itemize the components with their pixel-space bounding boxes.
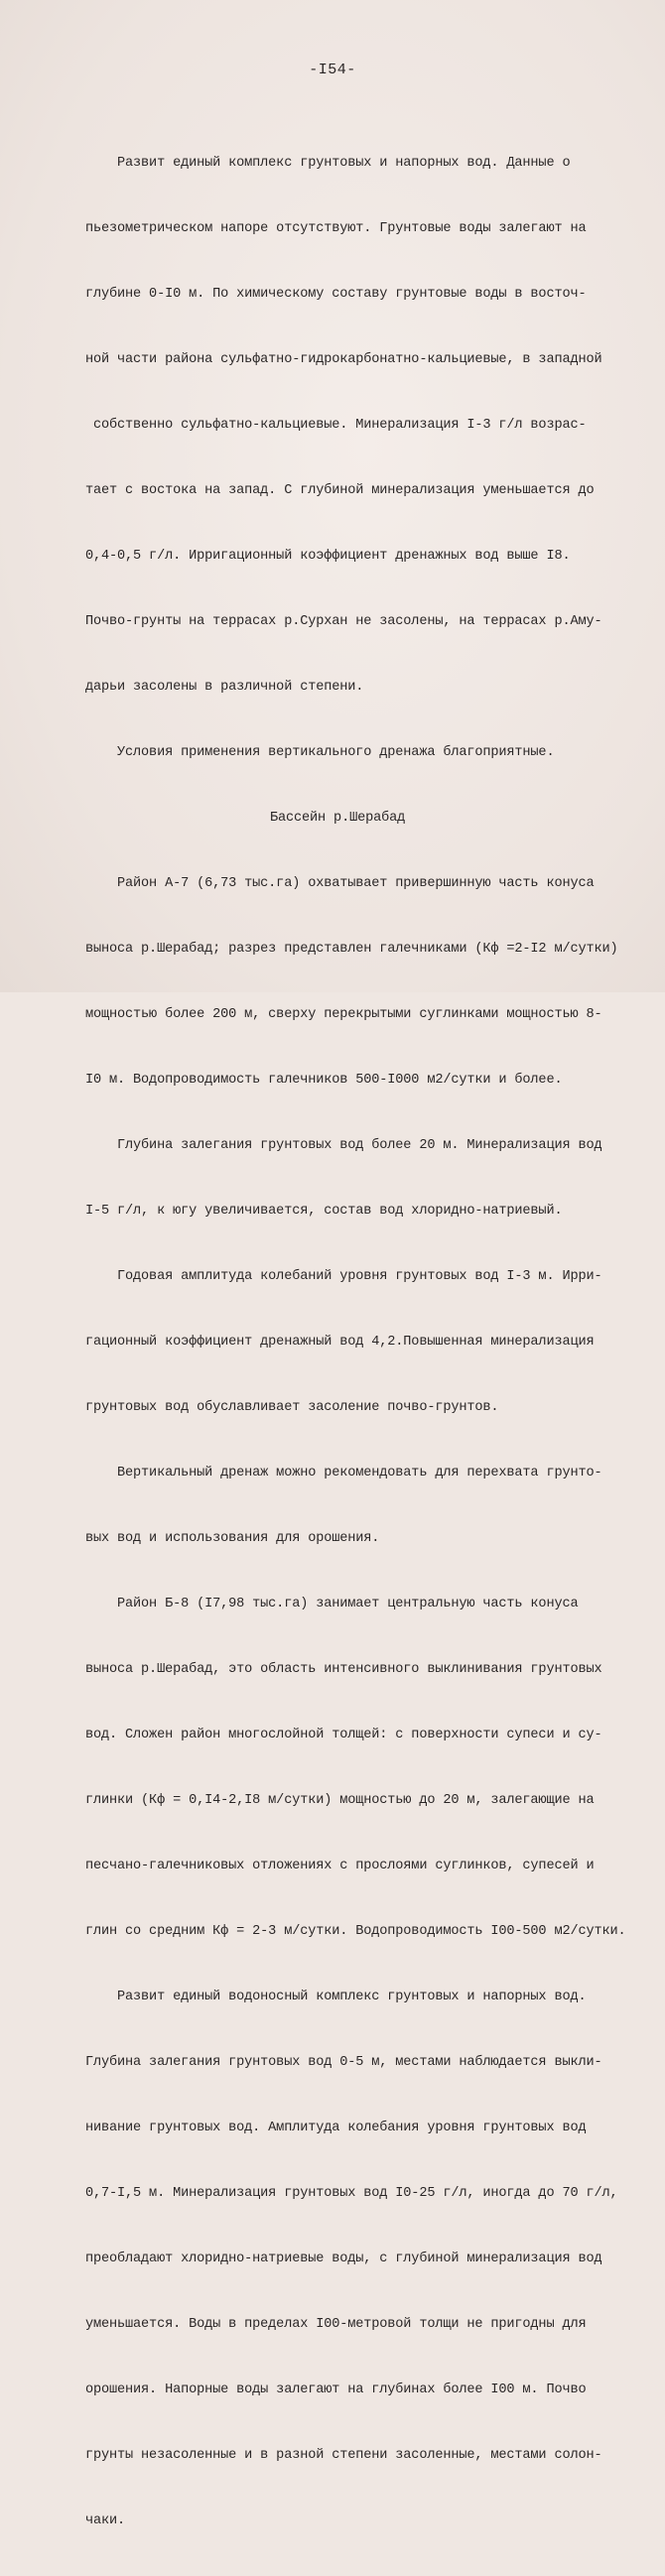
text-line: вых вод и использования для орошения. <box>85 1531 380 1546</box>
text-line: нивание грунтовых вод. Амплитуда колебания уровня грунтовых вод <box>85 2121 587 2135</box>
text-line: уменьшается. Воды в пределах I00-метровой толщи не пригодны для <box>85 2317 587 2332</box>
page-number: -I54- <box>309 62 356 78</box>
text-line: чаки. <box>85 2513 126 2528</box>
text-line: глин со средним Кф = 2-3 м/сутки. Водопроводимость I00-500 м2/сутки. <box>85 1924 626 1939</box>
text-line: Район Б-8 (I7,98 тыс.га) занимает центральную часть конуса <box>85 1597 579 1611</box>
text-line: Развит единый водоносный комплекс грунтовых и напорных вод. <box>85 1990 587 2004</box>
text-line: гационный коэффициент дренажный вод 4,2.Повышенная минерализация <box>85 1335 595 1350</box>
section-heading: Бассейн р.Шерабад <box>270 811 406 826</box>
text-line: глубине 0-I0 м. По химическому составу грунтовые воды в восточ- <box>85 287 587 302</box>
text-line: Годовая амплитуда колебаний уровня грунтовых вод I-3 м. Ирри- <box>85 1269 602 1284</box>
text-line: собственно сульфатно-кальциевые. Минерализация I-3 г/л возрас- <box>85 418 587 433</box>
text-line: Район А-7 (6,73 тыс.га) охватывает привершинную часть конуса <box>85 876 595 891</box>
text-line: дарьи засолены в различной степени. <box>85 680 364 695</box>
text-line: грунты незасоленные и в разной степени засоленные, местами солон- <box>85 2448 602 2463</box>
text-line: Развит единый комплекс грунтовых и напорных вод. Данные о <box>85 156 571 171</box>
text-line: Почво-грунты на террасах р.Сурхан не засолены, на террасах р.Аму- <box>85 614 602 629</box>
text-line: ной части района сульфатно-гидрокарбонатно-кальциевые, в западной <box>85 352 602 367</box>
text-line: Глубина залегания грунтовых вод более 20 м. Минерализация вод <box>85 1138 602 1153</box>
text-line: Глубина залегания грунтовых вод 0-5 м, местами наблюдается выкли- <box>85 2055 602 2070</box>
text-line: 0,4-0,5 г/л. Ирригационный коэффициент дренажных вод выше I8. <box>85 549 571 564</box>
text-line: пьезометрическом напоре отсутствуют. Грунтовые воды залегают на <box>85 221 587 236</box>
text-line: Условия применения вертикального дренажа благоприятные. <box>85 745 555 760</box>
text-line: глинки (Кф = 0,I4-2,I8 м/сутки) мощностью до 20 м, залегающие на <box>85 1793 595 1808</box>
text-line: преобладают хлоридно-натриевые воды, с глубиной минерализация вод <box>85 2252 602 2266</box>
text-line: выноса р.Шерабад; разрез представлен галечниками (Кф =2-I2 м/сутки) <box>85 942 618 957</box>
text-line: грунтовых вод обуславливает засоление почво-грунтов. <box>85 1400 499 1415</box>
text-line: выноса р.Шерабад, это область интенсивного выклинивания грунтовых <box>85 1662 602 1677</box>
text-line: 0,7-I,5 м. Минерализация грунтовых вод I0-25 г/л, иногда до 70 г/л, <box>85 2186 618 2201</box>
body-text <box>85 109 661 2576</box>
text-line: мощностью более 200 м, сверху перекрытыми суглинками мощностью 8- <box>85 1007 602 1022</box>
text-line: орошения. Напорные воды залегают на глубинах более I00 м. Почво <box>85 2383 587 2397</box>
text-line: Вертикальный дренаж можно рекомендовать для перехвата грунто- <box>85 1466 602 1481</box>
text-line: песчано-галечниковых отложениях с прослоями суглинков, супесей и <box>85 1859 595 1873</box>
text-line: тает с востока на запад. С глубиной минерализация уменьшается до <box>85 483 595 498</box>
text-line: I0 м. Водопроводимость галечников 500-I000 м2/сутки и более. <box>85 1073 563 1088</box>
text-line: I-5 г/л, к югу увеличивается, состав вод хлоридно-натриевый. <box>85 1204 563 1219</box>
text-line: вод. Сложен район многослойной толщей: с поверхности супеси и су- <box>85 1728 602 1742</box>
